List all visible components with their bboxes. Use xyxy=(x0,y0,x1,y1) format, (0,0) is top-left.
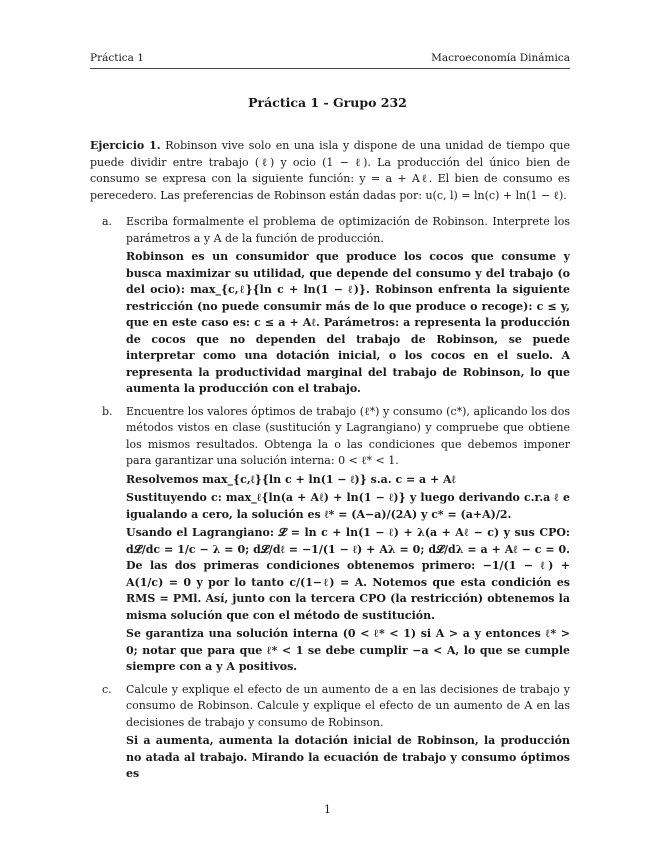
answer-paragraph: Robinson es un consumidor que produce los cocos que consume y busca maximizar su utilidad, que depende del consumo y del trabajo (o del ocio): max_{c,ℓ}{ln c + ln(1 − ℓ)}. Robinson enfrenta la siguiente restricción (no puede consumir más de lo que produce o recoge): c ≤ y, que en este caso es: c ≤ a + Aℓ. Parámetros: a representa la producción de cocos que no dependen del trabajo de Robinson, se puede interpretar como una dotación inicial, o los cocos en el suelo. A representa la productividad marginal del trabajo de Robinson, lo que aumenta la producción con el trabajo. xyxy=(126,250,570,395)
item-question: Encuentre los valores óptimos de trabajo (ℓ*) y consumo (c*), aplicando los dos métodos vistos en clase (sustitución y Lagrangiano) y compruebe que obtiene los mismos resultados. Obtenga la o las condiciones que debemos imponer para garantizar una solución interna: 0 < ℓ* < 1. xyxy=(126,404,570,467)
exercise-intro-text: Robinson vive solo en una isla y dispone de una unidad de tiempo que puede dividir entre trabajo (ℓ) y ocio (1 − ℓ). La producción del único bien de consumo se expresa con la siguiente función: y = a + Aℓ. El bien de consumo es perecedero. Las preferencias de Robinson están dadas por: u(c, l) = ln(c) + ln(1 − ℓ). xyxy=(90,139,571,202)
item-question: Escriba formalmente el problema de optimización de Robinson. Interprete los parámetros a y A de la función de producción. xyxy=(126,215,570,245)
answer-paragraph: Si a aumenta, aumenta la dotación inicial de Robinson, la producción no atada al trabajo. Mirando la ecuación de trabajo y consumo óptimos es xyxy=(126,734,570,780)
item-b xyxy=(90,404,570,678)
running-header xyxy=(90,52,570,64)
header-left: Práctica 1 xyxy=(90,52,144,64)
item-answer xyxy=(126,733,570,783)
item-answer xyxy=(126,249,570,398)
item-content xyxy=(126,404,570,678)
item-c xyxy=(90,682,570,785)
page-number: 1 xyxy=(324,803,331,816)
answer-paragraph: Se garantiza una solución interna (0 < ℓ* < 1) si A > a y entonces ℓ* > 0; notar que para que ℓ* < 1 se debe cumplir −a < A, lo que se cumple siempre con a y A positivos. xyxy=(126,627,570,673)
answer-paragraph: Sustituyendo c: max_ℓ{ln(a + Aℓ) + ln(1 − ℓ)} y luego derivando c.r.a ℓ e igualando a cero, la solución es ℓ* = (A−a)/(2A) y c* = (a+A)/2. xyxy=(126,491,570,521)
item-question: Calcule y explique el efecto de un aumento de a en las decisiones de trabajo y consumo de Robinson. Calcule y explique el efecto de un aumento de A en las decisiones de trabajo y consumo de Robinson. xyxy=(126,682,570,729)
exercise-label: Ejercicio 1. xyxy=(90,139,161,152)
item-label: a. xyxy=(102,215,113,228)
item-content xyxy=(126,682,570,785)
exercise-body xyxy=(90,138,570,785)
page-title: Práctica 1 - Grupo 232 xyxy=(248,95,407,110)
item-a xyxy=(90,214,570,400)
item-label: b. xyxy=(102,404,113,418)
item-label: c. xyxy=(102,682,112,696)
header-rule xyxy=(90,68,570,69)
header-right: Macroeconomía Dinámica xyxy=(431,52,570,64)
answer-paragraph: Usando el Lagrangiano: 𝓛 = ln c + ln(1 − ℓ) + λ(a + Aℓ − c) y sus CPO: d𝓛/dc = 1/c − λ = 0; d𝓛/dℓ = −1/(1 − ℓ) + Aλ = 0; d𝓛/dλ = a + Aℓ − c = 0. De las dos primeras condiciones obtenemos primero: −1/(1 − ℓ) + A(1/c) = 0 y por lo tanto c/(1−ℓ) = A. Notemos que esta condición es RMS = PMl. Así, junto con la tercera CPO (la restricción) obtenemos la misma solución que con el método de sustitución. xyxy=(126,526,570,622)
item-answer xyxy=(126,472,570,676)
item-content xyxy=(126,214,570,400)
answer-paragraph: Resolvemos max_{c,ℓ}{ln c + ln(1 − ℓ)} s.a. c = a + Aℓ xyxy=(126,472,456,486)
exercise-intro xyxy=(90,138,570,204)
